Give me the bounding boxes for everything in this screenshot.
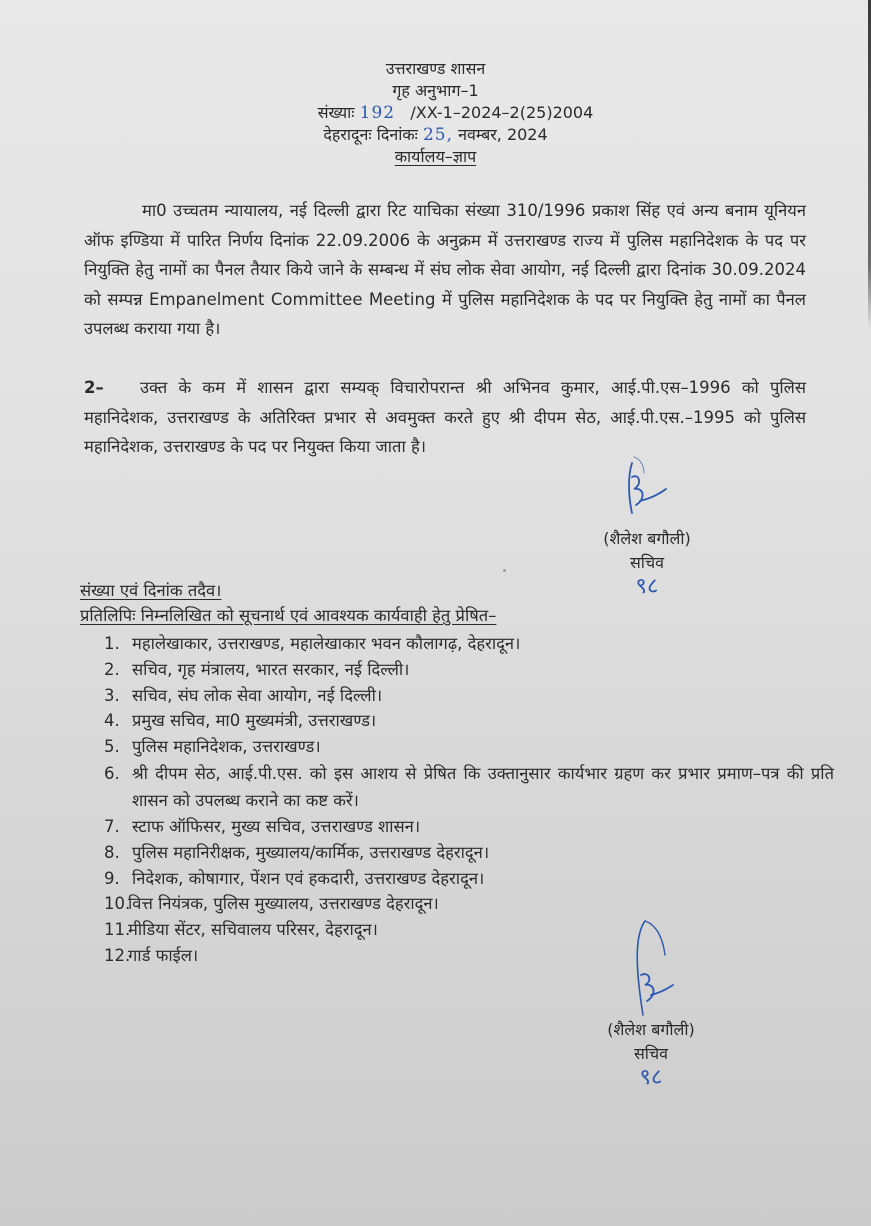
copy-to-heading-text: प्रतिलिपिः निम्नलिखित को सूचनार्थ एवं आवश्यक कार्यवाही हेतु प्रेषित– [80, 606, 497, 625]
signatory-name: (शैलेश बगौली) [603, 529, 691, 548]
number-date-same-text: संख्या एवं दिनांक तदैव। [80, 581, 222, 600]
government-name: उत्तराखण्ड शासन [385, 59, 486, 78]
list-item-text: पुलिस महानिरीक्षक, मुख्यालय/कार्मिक, उत्तराखण्ड देहरादून। [132, 842, 490, 862]
list-item-number: 4. [104, 711, 120, 731]
signature-block-2 [586, 1018, 716, 1090]
handwritten-initials: ९८ [635, 574, 659, 599]
list-item-number: 3. [104, 685, 120, 705]
list-item [104, 708, 834, 734]
list-item [104, 891, 834, 917]
document-header [0, 58, 871, 168]
signature-scribble-icon [625, 915, 685, 1020]
list-item-text: गार्ड फाईल। [128, 945, 199, 965]
list-item-number: 1. [104, 634, 120, 653]
list-item-number: 5. [104, 737, 120, 757]
list-item-text: प्रमुख सचिव, मा0 मुख्यमंत्री, उत्तराखण्ड। [132, 711, 377, 731]
handwritten-number: 192 [359, 103, 396, 123]
number-date-same-line [80, 580, 221, 602]
list-item-text: सचिव, गृह मंत्रालय, भारत सरकार, नई दिल्ली। [132, 659, 410, 679]
list-item-number: 10. [104, 894, 131, 914]
document-type-title: कार्यालय–ज्ञाप [394, 147, 477, 166]
list-item-number: 6. [104, 763, 120, 783]
paragraph-2 [84, 373, 806, 462]
list-item [104, 866, 834, 892]
list-item-number: 8. [104, 842, 120, 862]
list-item [104, 840, 834, 866]
copy-to-heading [80, 605, 496, 627]
signature-scribble-icon [618, 455, 678, 525]
list-item [104, 917, 834, 943]
paragraph-2-number: 2– [84, 378, 104, 397]
list-item-number: 7. [104, 816, 120, 836]
list-item [104, 760, 834, 814]
list-item [104, 631, 834, 657]
paper-speck [503, 569, 506, 572]
handwritten-date: 25, [422, 125, 454, 145]
list-item-text: वित्त नियंत्रक, पुलिस मुख्यालय, उत्तराखण्ड देहरादून। [128, 894, 439, 914]
list-item [104, 683, 834, 709]
list-item [104, 943, 834, 969]
list-item-text: निदेशक, कोषागार, पेंशन एवं हकदारी, उत्तराखण्ड देहरादून। [132, 868, 485, 888]
number-label: संख्याः [317, 103, 355, 122]
list-item-number: 9. [104, 868, 120, 888]
list-item-number: 2. [104, 659, 120, 679]
number-suffix: /XX-1–2024–2(25)2004 [410, 103, 594, 122]
signatory-designation: सचिव [629, 553, 665, 572]
list-item [104, 734, 834, 760]
list-item-text: पुलिस महानिदेशक, उत्तराखण्ड। [132, 737, 321, 757]
list-item-number: 12. [104, 945, 131, 965]
paragraph-1: मा0 उच्चतम न्यायालय, नई दिल्ली द्वारा रिट याचिका संख्या 310/1996 प्रकाश सिंह एवं अन्य बनाम यूनियन ऑफ इण्डिया में पारित निर्णय दिनांक 22.09.2006 के अनुक्रम में उत्तराखण्ड राज्य में पुलिस महानिदेशक के पद पर नियुक्ति हेतु नामों का पैनल तैयार किये जाने के सम्बन्ध में संघ लोक सेवा आयोग, नई दिल्ली द्वारा दिनांक 30.09.2024 को सम्पन्न Empanelment Committee Meeting में पुलिस महानिदेशक के पद पर नियुक्ति हेतु नामों का पैनल उपलब्ध कराया गया है। [84, 201, 806, 338]
signature-block-1 [582, 527, 712, 599]
list-item-text: मीडिया सेंटर, सचिवालय परिसर, देहरादून। [128, 920, 378, 940]
place-date-label: देहरादूनः दिनांकः [323, 125, 418, 144]
department-name: गृह अनुभाग–1 [392, 81, 479, 100]
list-item-text: श्री दीपम सेठ, आई.पी.एस. को इस आशय से प्रेषित कि उक्तानुसार कार्यभार ग्रहण कर प्रभार प्रमाण–पत्र की प्रति शासन को उपलब्ध कराने का कष्ट करें। [132, 763, 834, 810]
list-item-text: महालेखाकार, उत्तराखण्ड, महालेखाकार भवन कौलागढ़, देहरादून। [132, 634, 521, 653]
list-item-number: 11. [104, 920, 131, 940]
paragraph-2-text: उक्त के कम में शासन द्वारा सम्यक् विचारोपरान्त श्री अभिनव कुमार, आई.पी.एस–1996 को पुलिस महानिदेशक, उत्तराखण्ड के अतिरिक्त प्रभार से अवमुक्त करते हुए श्री दीपम सेठ, आई.पी.एस.–1995 को पुलिस महानिदेशक, उत्तराखण्ड के पद पर नियुक्त किया जाता है। [84, 378, 806, 456]
signatory-name: (शैलेश बगौली) [607, 1020, 695, 1039]
signatory-designation: सचिव [633, 1044, 669, 1063]
reference-number-line [40, 102, 871, 124]
list-item-text: स्टाफ ऑफिसर, मुख्य सचिव, उत्तराखण्ड शासन। [132, 816, 421, 836]
place-date-line [0, 124, 871, 146]
handwritten-initials: ९८ [639, 1065, 663, 1090]
date-suffix: नवम्बर, 2024 [458, 125, 548, 144]
list-item-text: सचिव, संघ लोक सेवा आयोग, नई दिल्ली। [132, 685, 383, 705]
list-item [104, 814, 834, 840]
recipient-list [104, 631, 834, 969]
list-item [104, 657, 834, 683]
